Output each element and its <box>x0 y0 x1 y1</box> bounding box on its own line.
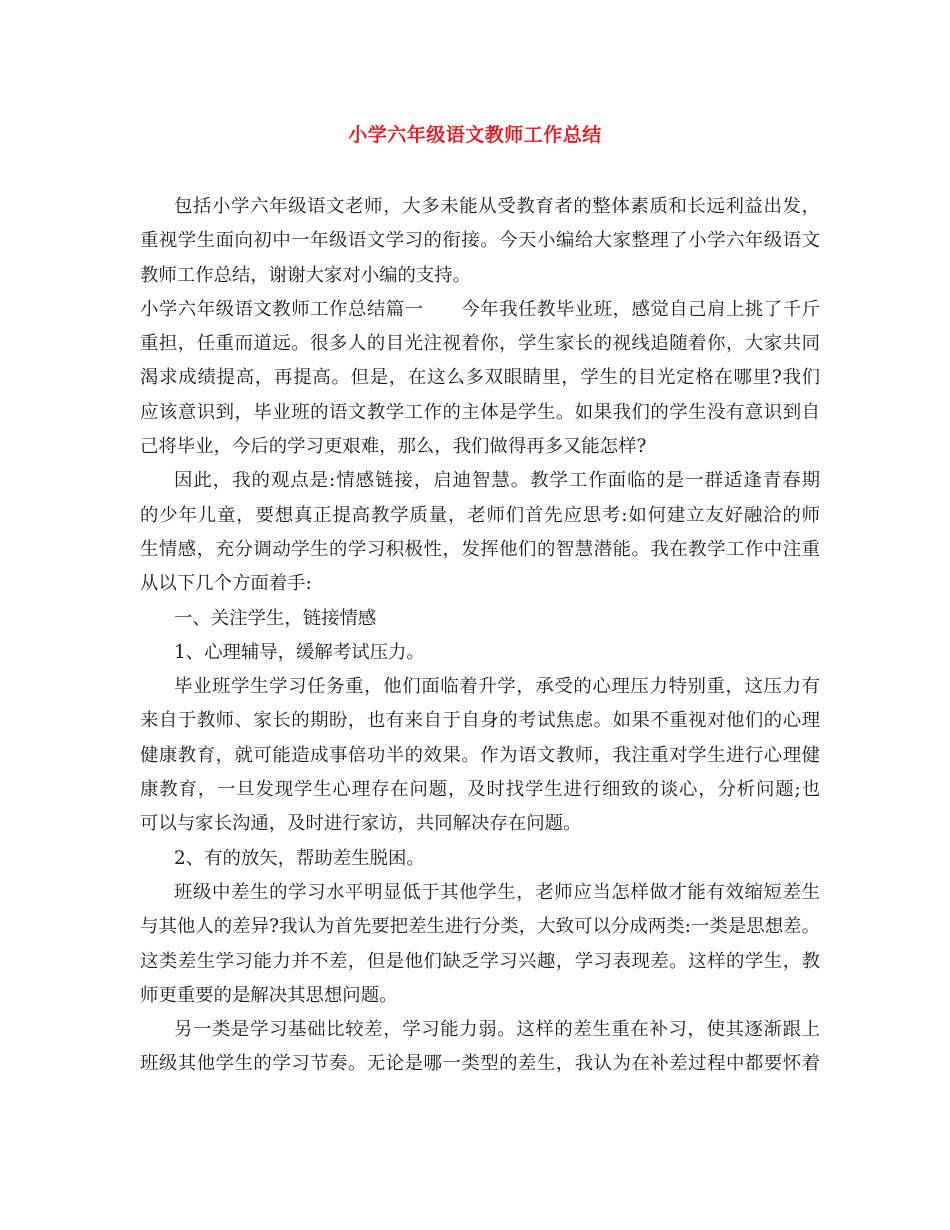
body-text-line: 师更重要的是解决其思想问题。 <box>140 984 398 1006</box>
body-text-line: 班级中差生的学习水平明显低于其他学生，老师应当怎样做才能有效缩短差生 <box>174 881 820 903</box>
body-text-line: 小学六年级语文教师工作总结篇一 今年我任教毕业班，感觉自己肩上挑了千斤 <box>140 298 820 320</box>
document-title: 小学六年级语文教师工作总结 <box>348 124 602 146</box>
body-text-line: 包括小学六年级语文老师，大多未能从受教育者的整体素质和长远利益出发， <box>174 196 820 217</box>
body-text-line: 因此，我的观点是:情感链接，启迪智慧。教学工作面临的是一群适逢青春期 <box>174 470 820 492</box>
body-text-line: 应该意识到，毕业班的语文教学工作的主体是学生。如果我们的学生没有意识到自 <box>140 401 820 423</box>
body-text-line: 教师工作总结，谢谢大家对小编的支持。 <box>140 264 472 286</box>
body-text-line: 与其他人的差异?我认为首先要把差生进行分类，大致可以分成两类:一类是思想差。 <box>140 916 820 938</box>
body-text-line: 毕业班学生学习任务重，他们面临着升学，承受的心理压力特别重，这压力有 <box>174 676 820 698</box>
body-text-line: 康教育，一旦发现学生心理存在问题，及时找学生进行细致的谈心，分析问题;也 <box>140 779 820 801</box>
body-text-line: 重视学生面向初中一年级语文学习的衔接。今天小编给大家整理了小学六年级语文 <box>140 230 820 252</box>
body-text-line: 来自于教师、家长的期盼，也有来自于自身的考试焦虑。如果不重视对他们的心理 <box>140 710 820 732</box>
body-text-line: 重担，任重而道远。很多人的目光注视着你，学生家长的视线追随着你，大家共同 <box>140 333 820 355</box>
body-text-line: 另一类是学习基础比较差，学习能力弱。这样的差生重在补习，使其逐渐跟上 <box>174 1019 820 1041</box>
body-text-line: 1、心理辅导，缓解考试压力。 <box>174 641 425 663</box>
body-text-line: 班级其他学生的学习节奏。无论是哪一类型的差生，我认为在补差过程中都要怀着 <box>140 1053 820 1075</box>
document-body <box>140 190 820 1082</box>
body-text-line: 健康教育，就可能造成事倍功半的效果。作为语文教师，我注重对学生进行心理健 <box>140 744 820 766</box>
body-text-line: 的少年儿童，要想真正提高教学质量，老师们首先应思考:如何建立友好融洽的师 <box>140 504 820 526</box>
body-text-line: 一、关注学生，链接情感 <box>174 607 377 629</box>
body-text-line: 2、有的放矢，帮助差生脱困。 <box>174 847 425 869</box>
body-text-line: 渴求成绩提高，再提高。但是，在这么多双眼睛里，学生的目光定格在哪里?我们 <box>140 367 820 389</box>
body-text-line: 可以与家长沟通，及时进行家访，共同解决存在问题。 <box>140 813 582 835</box>
body-text-line: 这类差生学习能力并不差，但是他们缺乏学习兴趣，学习表现差。这样的学生，教 <box>140 950 820 972</box>
body-text-line: 己将毕业，今后的学习更艰难，那么，我们做得再多又能怎样? <box>140 436 647 458</box>
body-text-line: 生情感，充分调动学生的学习积极性，发挥他们的智慧潜能。我在教学工作中注重 <box>140 538 820 560</box>
body-text-line: 从以下几个方面着手: <box>140 573 312 595</box>
